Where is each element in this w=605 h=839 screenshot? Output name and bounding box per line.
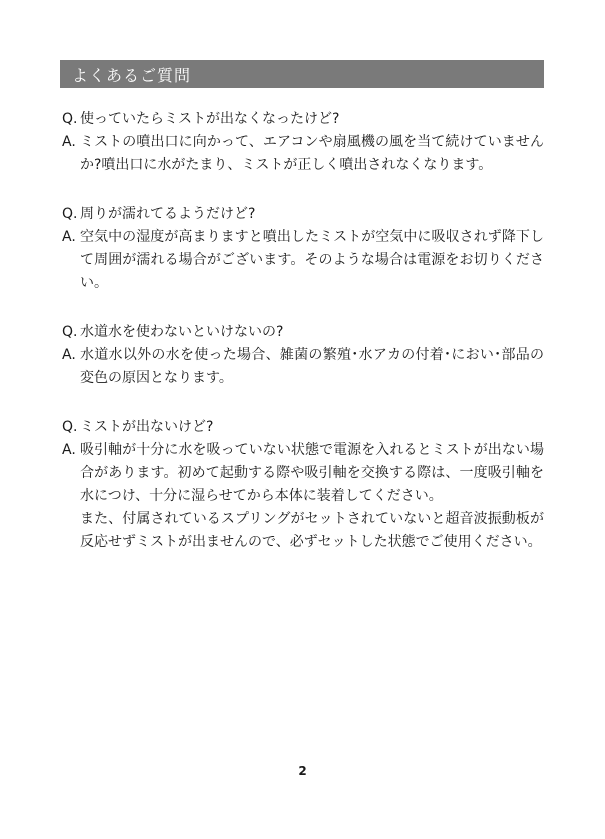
answer-prefix: A. (62, 442, 76, 458)
faq-item (62, 203, 544, 295)
faq-question (62, 321, 544, 344)
section-header (60, 60, 544, 88)
question-prefix: Q. (62, 206, 78, 222)
page-number: 2 (298, 764, 307, 778)
faq-question (62, 108, 544, 131)
answer-prefix: A. (62, 229, 76, 245)
faq-answer (62, 131, 544, 177)
faq-item (62, 321, 544, 390)
answer-text: 空気中の湿度が高まりますと噴出したミストが空気中に吸収されず降下して周囲が濡れる場合がございます。そのような場合は電源をお切りください。 (80, 229, 544, 291)
answer-text: 吸引軸が十分に水を吸っていない状態で電源を入れるとミストが出ない場合があります。初めて起動する際や吸引軸を交換する際は、一度吸引軸を水につけ、十分に湿らせてから本体に装着してください。 (80, 442, 544, 504)
faq-question (62, 416, 544, 439)
question-text: ミストが出ないけど? (80, 419, 214, 435)
faq-answer (62, 439, 544, 508)
question-prefix: Q. (62, 324, 78, 340)
faq-item (62, 416, 544, 554)
question-prefix: Q. (62, 419, 78, 435)
answer-extra-text: また、付属されているスプリングがセットされていないと超音波振動板が反応せずミストが出ませんので、必ずセットした状態でご使用ください。 (80, 511, 544, 550)
question-text: 周りが濡れてるようだけど? (80, 206, 256, 222)
answer-prefix: A. (62, 347, 76, 363)
faq-item (62, 108, 544, 177)
section-title: よくあるご質問 (72, 65, 192, 85)
question-text: 使っていたらミストが出なくなったけど? (80, 111, 340, 127)
question-prefix: Q. (62, 111, 78, 127)
answer-prefix: A. (62, 134, 76, 150)
faq-answer (62, 226, 544, 295)
faq-list (62, 108, 544, 580)
answer-text: ミストの噴出口に向かって、エアコンや扇風機の風を当て続けていませんか?噴出口に水がたまり、ミストが正しく噴出されなくなります。 (80, 134, 544, 173)
answer-text: 水道水以外の水を使った場合、雑菌の繁殖･水アカの付着･におい･部品の変色の原因となります。 (80, 347, 544, 386)
faq-question (62, 203, 544, 226)
faq-answer (62, 344, 544, 390)
question-text: 水道水を使わないといけないの? (80, 324, 284, 340)
